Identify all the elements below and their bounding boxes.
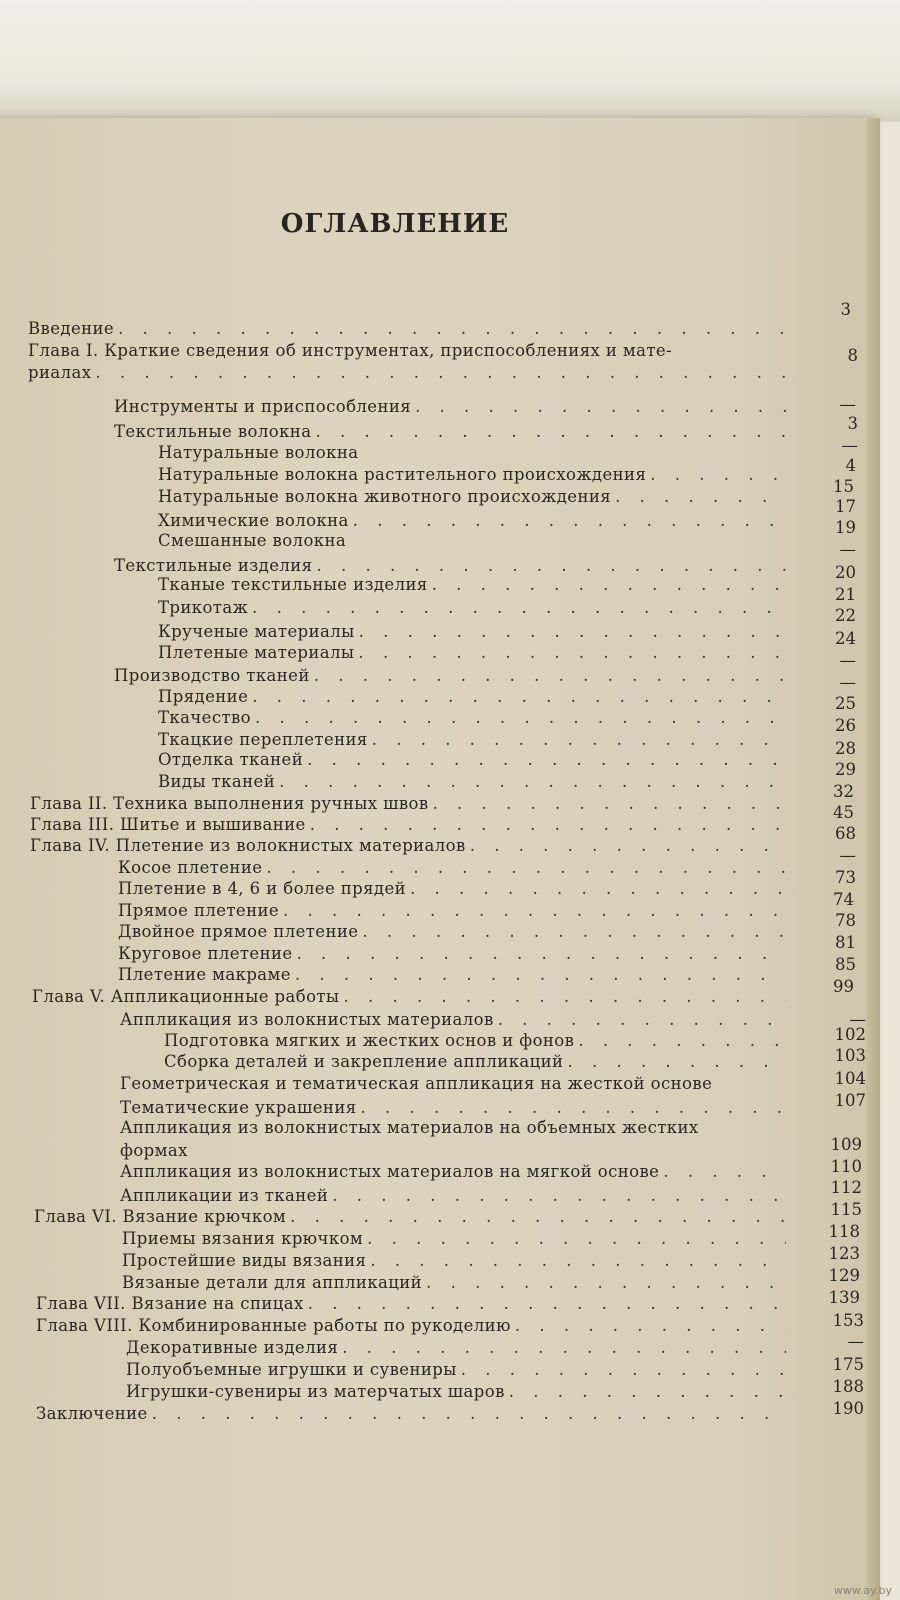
toc-page-number: 153 <box>832 1311 864 1330</box>
toc-page-number: 81 <box>835 933 856 952</box>
toc-entry-title: Аппликация из волокнистых материалов на мягкой основе <box>120 1162 660 1181</box>
dot-leader <box>118 319 786 338</box>
toc-page-number: — <box>839 395 856 414</box>
toc-entry-title: Плетеные материалы <box>158 643 355 662</box>
dot-leader <box>509 1382 786 1401</box>
toc-entry <box>114 422 790 444</box>
toc-entry-title: Аппликации из тканей <box>120 1186 329 1205</box>
toc-entry <box>36 1294 790 1316</box>
toc-page-number: 68 <box>835 824 856 843</box>
dot-leader <box>308 1294 786 1313</box>
toc-page-number: 3 <box>840 300 851 319</box>
dot-leader <box>361 1098 786 1117</box>
toc-entry-title: Тематические украшения <box>120 1098 357 1117</box>
dot-leader <box>461 1360 786 1379</box>
toc-page-number: 85 <box>835 955 856 974</box>
toc-page-number: 188 <box>832 1377 864 1396</box>
toc-entry <box>158 511 790 533</box>
toc-entry-title: Введение <box>28 319 115 338</box>
toc-entry <box>36 1404 790 1426</box>
toc-entry-title: Прядение <box>158 687 249 706</box>
toc-entry <box>158 772 790 794</box>
toc-entry-title: Отделка тканей <box>158 750 304 769</box>
dot-leader <box>615 487 786 506</box>
toc-page-number: 20 <box>835 563 856 582</box>
dot-leader <box>372 730 786 749</box>
toc-entry-title: Глава III. Шитье и вышивание <box>30 815 306 834</box>
toc-page-number: — <box>847 1332 864 1351</box>
toc-page-number: 74 <box>833 890 854 909</box>
toc-entry-title: Натуральные волокна животного происхождения <box>158 487 612 506</box>
toc-entry <box>158 730 790 752</box>
toc-entry <box>118 944 790 966</box>
toc-entry-title: Косое плетение <box>118 858 263 877</box>
dot-leader <box>314 666 786 685</box>
toc-entry-title: Игрушки-сувениры из матерчатых шаров <box>126 1382 505 1401</box>
dot-leader <box>578 1031 786 1050</box>
dot-leader <box>426 1273 786 1292</box>
toc-entry-title: формах <box>120 1141 188 1160</box>
toc-entry <box>34 1207 790 1229</box>
toc-page-number: — <box>839 846 856 865</box>
dot-leader <box>332 1186 786 1205</box>
toc-page-number: 22 <box>835 606 856 625</box>
toc-page-number: 118 <box>828 1222 860 1241</box>
dot-leader <box>353 511 786 530</box>
toc-entry-title: Глава VIII. Комбинированные работы по рукоделию <box>36 1316 511 1335</box>
toc-entry <box>126 1382 790 1404</box>
toc-entry <box>120 1010 790 1032</box>
dot-leader <box>297 944 786 963</box>
dot-leader <box>315 422 786 441</box>
dot-leader <box>515 1316 786 1335</box>
dot-leader <box>295 965 786 984</box>
toc-entry-title: Глава II. Техника выполнения ручных швов <box>30 794 429 813</box>
toc-page-number: 73 <box>835 868 856 887</box>
toc-entry-title: Инструменты и приспособления <box>114 397 412 416</box>
toc-entry <box>36 1316 790 1338</box>
toc-entry-title: Простейшие виды вязания <box>122 1251 367 1270</box>
dot-leader <box>663 1162 786 1181</box>
toc-entry-title: Крученые материалы <box>158 622 355 641</box>
toc-entry-title: Натуральные волокна <box>158 443 359 462</box>
toc-entry-title: Плетение макраме <box>118 965 291 984</box>
dot-leader <box>290 1207 786 1226</box>
toc-entry-title: Круговое плетение <box>118 944 293 963</box>
toc-entry-title: Прямое плетение <box>118 901 280 920</box>
toc-entry <box>158 443 790 465</box>
toc-page-number: 17 <box>835 497 856 516</box>
toc-entry <box>118 965 790 987</box>
toc-page-number: — <box>839 673 856 692</box>
toc-entry-title: Сборка деталей и закрепление аппликаций <box>164 1052 564 1071</box>
dot-leader <box>498 1010 786 1029</box>
dot-leader <box>252 598 786 617</box>
dot-leader <box>316 556 786 575</box>
toc-entry-title: Химические волокна <box>158 511 349 530</box>
toc-page-number: 4 <box>845 456 856 475</box>
toc-page-number: — <box>841 436 858 455</box>
toc-entry <box>122 1251 790 1273</box>
dot-leader <box>470 836 786 855</box>
toc-entry-title: Текстильные изделия <box>114 556 313 575</box>
toc-entry-title: Подготовка мягких и жестких основ и фонов <box>164 1031 575 1050</box>
toc-page-number: 32 <box>833 782 854 801</box>
dot-leader <box>433 794 786 813</box>
toc-entry <box>158 465 790 487</box>
toc-entry <box>120 1186 790 1208</box>
dot-leader <box>307 750 786 769</box>
toc-page-number: 8 <box>847 346 858 365</box>
toc-entry-title: Вязаные детали для аппликаций <box>122 1273 423 1292</box>
toc-page-number: 99 <box>833 977 854 996</box>
toc-entry <box>158 643 790 665</box>
toc-page-number: — <box>839 540 856 559</box>
toc-page-number: 15 <box>833 477 854 496</box>
toc-entry <box>158 750 790 772</box>
toc-page-number: 102 <box>834 1025 866 1044</box>
toc-page-number: 3 <box>847 414 858 433</box>
toc-entry-title: Аппликация из волокнистых материалов на объемных жестких <box>120 1118 699 1137</box>
dot-leader <box>367 1229 786 1248</box>
toc-page-number: 24 <box>835 629 856 648</box>
toc-entry <box>114 397 790 419</box>
watermark: www.ay.by <box>833 1584 892 1597</box>
toc-entry-title: Глава VII. Вязание на спицах <box>36 1294 304 1313</box>
dot-leader <box>370 1251 786 1270</box>
dot-leader <box>343 987 786 1006</box>
toc-page-number: 107 <box>834 1091 866 1110</box>
toc-page-number: 25 <box>835 694 856 713</box>
toc-entry <box>164 1031 790 1053</box>
toc-entry-title: Аппликация из волокнистых материалов <box>120 1010 494 1029</box>
toc-entry <box>114 666 790 688</box>
dot-leader <box>310 815 786 834</box>
toc-entry <box>158 708 790 730</box>
dot-leader <box>410 879 786 898</box>
toc-entry-title: Плетение в 4, 6 и более прядей <box>118 879 407 898</box>
toc-entry <box>30 836 790 858</box>
toc-entry-title: Натуральные волокна растительного происхождения <box>158 465 647 484</box>
toc-page-number: 45 <box>833 803 854 822</box>
toc-page-number: 26 <box>835 716 856 735</box>
dot-leader <box>432 575 786 594</box>
toc-entry <box>122 1273 790 1295</box>
toc-entry <box>158 487 790 509</box>
toc-entry <box>118 879 790 901</box>
toc-entry-title: Глава VI. Вязание крючком <box>34 1207 287 1226</box>
toc-entry <box>28 341 790 363</box>
dot-leader <box>152 1404 786 1423</box>
toc-entry-title: Полуобъемные игрушки и сувениры <box>126 1360 457 1379</box>
toc-entry-title: Геометрическая и тематическая аппликация на жесткой основе <box>120 1074 713 1093</box>
toc-entry-title: Приемы вязания крючком <box>122 1229 364 1248</box>
dot-leader <box>266 858 786 877</box>
dot-leader <box>342 1338 786 1357</box>
toc-entry-title: Глава IV. Плетение из волокнистых материалов <box>30 836 466 855</box>
toc-page-number: 78 <box>835 911 856 930</box>
dot-leader <box>567 1052 786 1071</box>
toc-entry <box>30 815 790 837</box>
toc-entry-title: Текстильные волокна <box>114 422 312 441</box>
toc-page-number: 110 <box>830 1157 862 1176</box>
toc-page-number: 190 <box>832 1399 864 1418</box>
toc-entry-title: Тканые текстильные изделия <box>158 575 428 594</box>
toc-entry-title: Виды тканей <box>158 772 276 791</box>
toc-page-number: 28 <box>835 739 856 758</box>
toc-page-number: 19 <box>835 518 856 537</box>
toc-entry <box>158 622 790 644</box>
toc-entry-title: Трикотаж <box>158 598 249 617</box>
toc-page-number: 175 <box>832 1355 864 1374</box>
dot-leader <box>362 922 786 941</box>
toc-page-number: 112 <box>830 1178 862 1197</box>
toc-entry <box>30 794 790 816</box>
toc-page-number: 103 <box>834 1046 866 1065</box>
dot-leader <box>415 397 786 416</box>
toc-entry-title: Ткацкие переплетения <box>158 730 368 749</box>
dot-leader <box>95 363 786 382</box>
dot-leader <box>279 772 786 791</box>
dot-leader <box>359 622 786 641</box>
toc-entry-title: Двойное прямое плетение <box>118 922 359 941</box>
dot-leader <box>650 465 786 484</box>
page-title: ОГЛАВЛЕНИЕ <box>280 209 510 239</box>
toc-page-number: — <box>839 651 856 670</box>
toc-page-number: 115 <box>830 1200 862 1219</box>
toc-entry <box>120 1074 790 1096</box>
toc-page-number: 109 <box>830 1135 862 1154</box>
toc-entry <box>118 922 790 944</box>
toc-page-number: 129 <box>828 1266 860 1285</box>
toc-entry <box>118 901 790 923</box>
toc-entry <box>118 858 790 880</box>
toc-entry <box>126 1360 790 1382</box>
toc-entry-title: Смешанные волокна <box>158 531 347 550</box>
dot-leader <box>358 643 786 662</box>
toc-entry <box>158 598 790 620</box>
toc-entry-title: Заключение <box>36 1404 148 1423</box>
toc-entry <box>158 575 790 597</box>
toc-page-number: — <box>849 1010 866 1029</box>
dot-leader <box>283 901 786 920</box>
toc-entry <box>120 1141 790 1163</box>
toc-page-number: 104 <box>834 1069 866 1088</box>
toc-page-number: 29 <box>835 760 856 779</box>
toc-entry <box>122 1229 790 1251</box>
dot-leader <box>252 687 786 706</box>
toc-entry-title: Производство тканей <box>114 666 310 685</box>
toc-page-number: 139 <box>828 1288 860 1307</box>
toc-entry <box>28 319 790 341</box>
toc-entry <box>158 687 790 709</box>
dot-leader <box>255 708 786 727</box>
toc-entry-title: Ткачество <box>158 708 252 727</box>
toc-entry <box>32 987 790 1009</box>
toc-entry <box>120 1098 790 1120</box>
toc-entry <box>120 1162 790 1184</box>
toc-entry-title: риалах <box>28 363 92 382</box>
toc-entry <box>28 363 790 385</box>
toc-entry <box>126 1338 790 1360</box>
toc-entry <box>158 531 790 553</box>
toc-entry-title: Декоративные изделия <box>126 1338 339 1357</box>
toc-page-number: 21 <box>835 585 856 604</box>
toc-entry <box>164 1052 790 1074</box>
toc-entry <box>120 1118 790 1140</box>
toc-entry-title: Глава V. Аппликационные работы <box>32 987 340 1006</box>
toc-page-number: 123 <box>828 1244 860 1263</box>
toc-entry-title: Глава I. Краткие сведения об инструментах, приспособлениях и мате- <box>28 341 673 360</box>
